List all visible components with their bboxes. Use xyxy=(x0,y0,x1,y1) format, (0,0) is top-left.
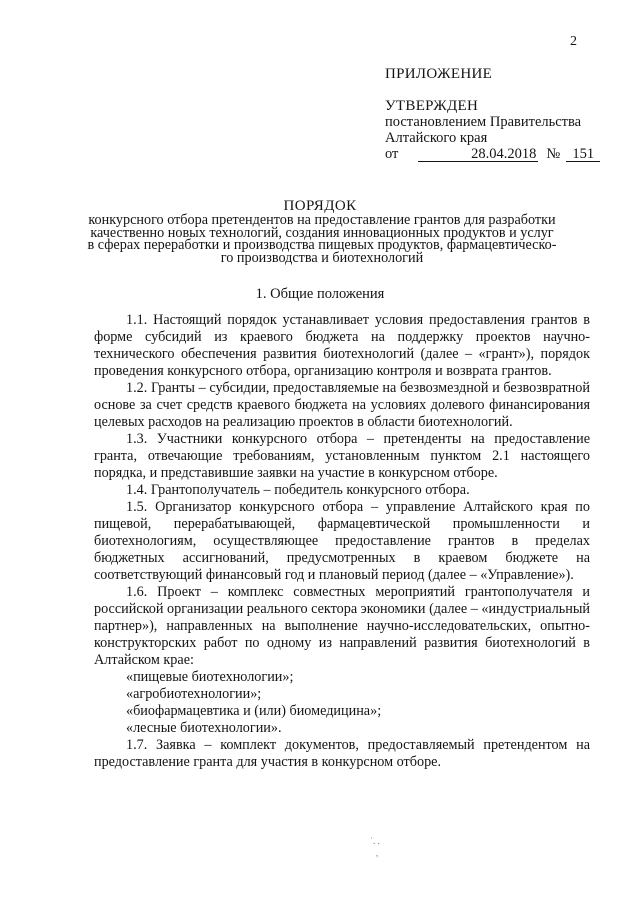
paragraph-1-6: 1.6. Проект – комплекс совместных мероприятий грантополучателя и российской организации реального сектора экономики (далее – «индустриальный партнер»), направленных на выполнение научно-исследовательских, опытно-конструкторских работ по одному из направлений развития биотехнологий в Алтайском крае: xyxy=(94,584,590,668)
approval-block xyxy=(385,66,625,162)
paragraph-1-3: 1.3. Участники конкурсного отбора – претенденты на предоставление гранта, отвечающие требованиям, установленным пунктом 2.1 настоящего порядка, и представившие заявки на участие в конкурсном отборе. xyxy=(94,431,590,481)
from-label: от xyxy=(385,146,399,162)
appendix-heading: ПРИЛОЖЕНИЕ xyxy=(385,66,493,82)
paragraph-1-4: 1.4. Грантополучатель – победитель конкурсного отбора. xyxy=(126,482,470,498)
approved-heading: УТВЕРЖДЕН xyxy=(385,98,479,114)
decree-line-1: постановлением Правительства xyxy=(385,114,582,130)
subtitle-line: конкурсного отбора претендентов на предоставление грантов для разработки xyxy=(88,212,556,228)
document-subtitle xyxy=(80,214,564,264)
paragraph-1-2: 1.2. Гранты – субсидии, предоставляемые на безвозмездной и безвозвратной основе за счет средств краевого бюджета на условиях долевого финансирования целевых расходов на реализацию проектов в области биотехнологий. xyxy=(94,380,590,430)
decree-date: 28.04.2018 xyxy=(418,147,538,162)
subtitle-line: качественно новых технологий, создания инновационных продуктов и услуг xyxy=(90,224,554,241)
decree-number: 151 xyxy=(566,147,600,162)
scan-artifact-mark: , xyxy=(376,848,379,858)
section-heading: 1. Общие положения xyxy=(255,286,385,302)
scan-artifact-mark: ˙. . xyxy=(370,836,380,846)
subtitle-line: го производства и биотехнологий xyxy=(220,249,424,266)
direction-list-item: «лесные биотехнологии». xyxy=(126,720,282,736)
decree-line-2: Алтайского края xyxy=(385,130,488,146)
decree-date-line xyxy=(385,146,625,162)
direction-list-item: «биофармацевтика и (или) биомедицина»; xyxy=(126,703,382,719)
document-body xyxy=(94,312,590,771)
document-title: ПОРЯДОК xyxy=(283,198,357,214)
page-number: 2 xyxy=(570,34,577,49)
paragraph-1-7: 1.7. Заявка – комплект документов, предоставляемый претендентом на предоставление гранта для участия в конкурсном отборе. xyxy=(94,737,590,770)
subtitle-line: в сферах переработки и производства пищевых продуктов, фармацевтическо- xyxy=(87,237,557,253)
paragraph-1-1: 1.1. Настоящий порядок устанавливает условия предоставления грантов в форме субсидий из краевого бюджета на поддержку проектов научно-технического обеспечения развития биотехнологий (далее – «грант»), порядок проведения конкурсного отбора, организацию контроля и возврата грантов. xyxy=(94,312,590,379)
paragraph-1-5: 1.5. Организатор конкурсного отбора – управление Алтайского края по пищевой, перерабатывающей, фармацевтической промышленности и биотехнологиям, осуществляющее предоставление грантов в пределах бюджетных ассигнований, предусмотренных в краевом бюджете на соответствующий финансовый год и плановый период (далее – «Управление»). xyxy=(94,499,590,583)
direction-list-item: «агробиотехнологии»; xyxy=(126,686,262,702)
direction-list-item: «пищевые биотехнологии»; xyxy=(126,669,294,685)
number-sign: № xyxy=(546,146,561,162)
